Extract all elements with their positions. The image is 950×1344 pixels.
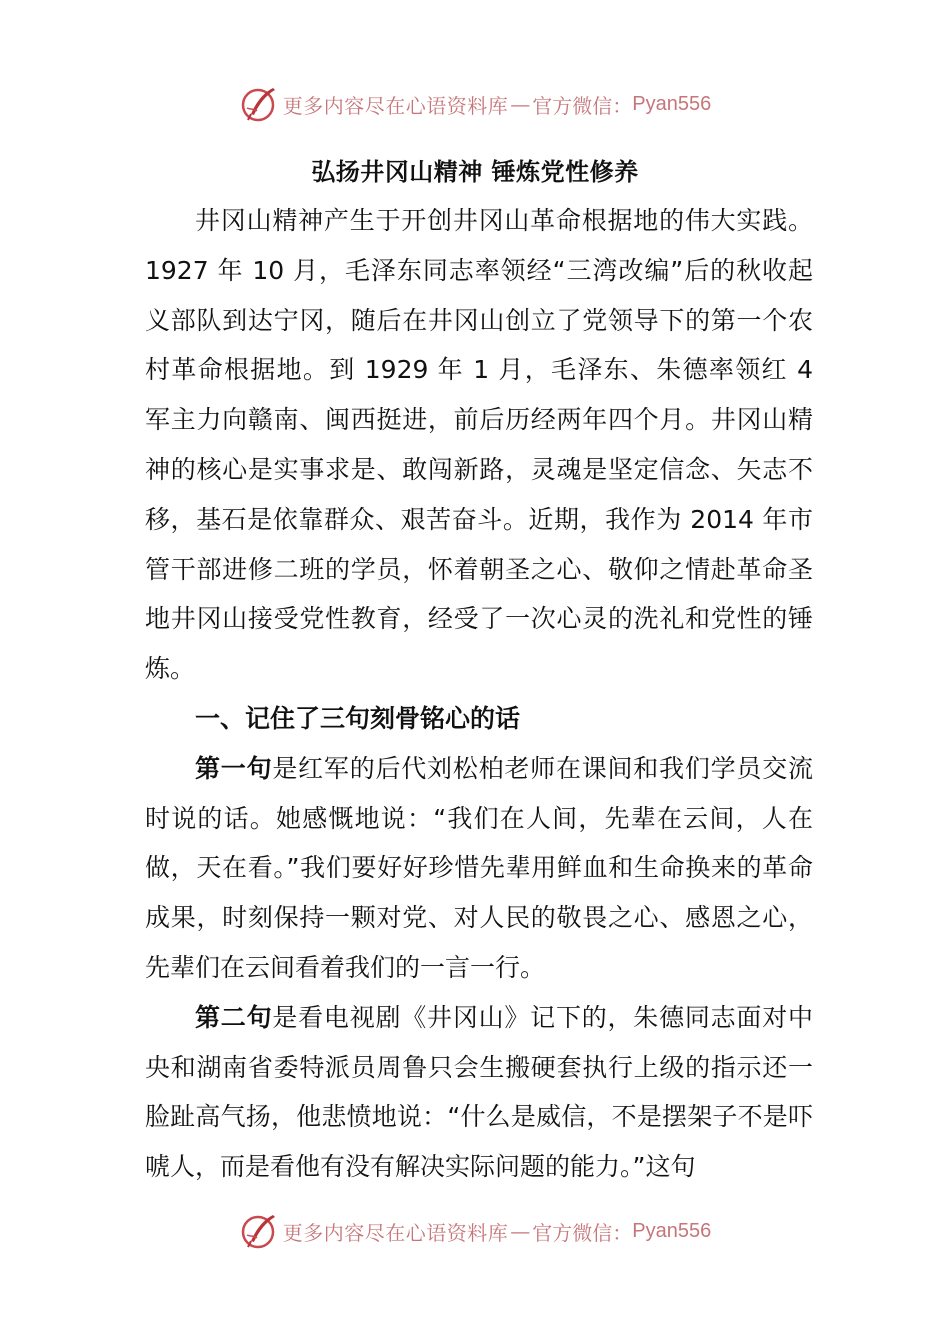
watermark-footer [0,1209,950,1253]
watermark-site-text: 更多内容尽在心语资料库 [282,1220,509,1245]
paragraph-intro [145,196,813,694]
watermark-wechat-label: 官方微信： [532,93,633,118]
quill-pen-logo-icon [239,84,279,124]
watermark-wechat-id: Pyan556 [632,1219,712,1242]
paragraph-lead: 第一句 [195,753,273,783]
paragraph-text: 井冈山精神产生于开创井冈山革命根据地的伟大实践。1927 年 10 月，毛泽东同志率领经“三湾改编”后的秋收起义部队到达宁冈，随后在井冈山创立了党领导下的第一个农村革命根据地。到 1929 年 1 月，毛泽东、朱德率领红 4 军主力向赣南、闽西挺进，前后历经两年四个月。井冈山精神的核心是实事求是、敢闯新路，灵魂是坚定信念、矢志不移，基石是依靠群众、艰苦奋斗。近期，我作为 2014 年市管干部进修二班的学员，怀着朝圣之心、敬仰之情赴革命圣地井冈山接受党性教育，经受了一次心灵的洗礼和党性的锤炼。 [145,206,813,684]
watermark-separator: — [510,92,531,116]
paragraph-lead: 第二句 [195,1002,273,1032]
quill-pen-logo-icon [239,1211,279,1251]
paragraph-text: 是红军的后代刘松柏老师在课间和我们学员交流时说的话。她感慨地说：“我们在人间，先辈在云间，人在做，天在看。”我们要好好珍惜先辈用鲜血和生命换来的革命成果，时刻保持一颗对党、对人民的敬畏之心、感恩之心，先辈们在云间看着我们的一言一行。 [145,753,813,982]
paragraph-text: 是看电视剧《井冈山》记下的，朱德同志面对中央和湖南省委特派员周鲁只会生搬硬套执行上级的指示还一脸趾高气扬，他悲愤地说：“什么是威信，不是摆架子不是吓唬人，而是看他有没有解决实际问题的能力。”这句 [145,1002,813,1182]
document-title: 弘扬井冈山精神 锤炼党性修养 [311,158,639,186]
watermark-header [0,82,950,126]
paragraph-first-sentence [145,744,813,993]
document-body [145,196,813,1192]
paragraph-second-sentence [145,993,813,1192]
watermark-wechat-id: Pyan556 [632,92,712,115]
watermark-wechat-label: 官方微信： [532,1220,633,1245]
section-heading: 一、记住了三句刻骨铭心的话 [195,703,521,733]
watermark-site-text: 更多内容尽在心语资料库 [282,93,509,118]
watermark-separator: — [510,1219,531,1243]
